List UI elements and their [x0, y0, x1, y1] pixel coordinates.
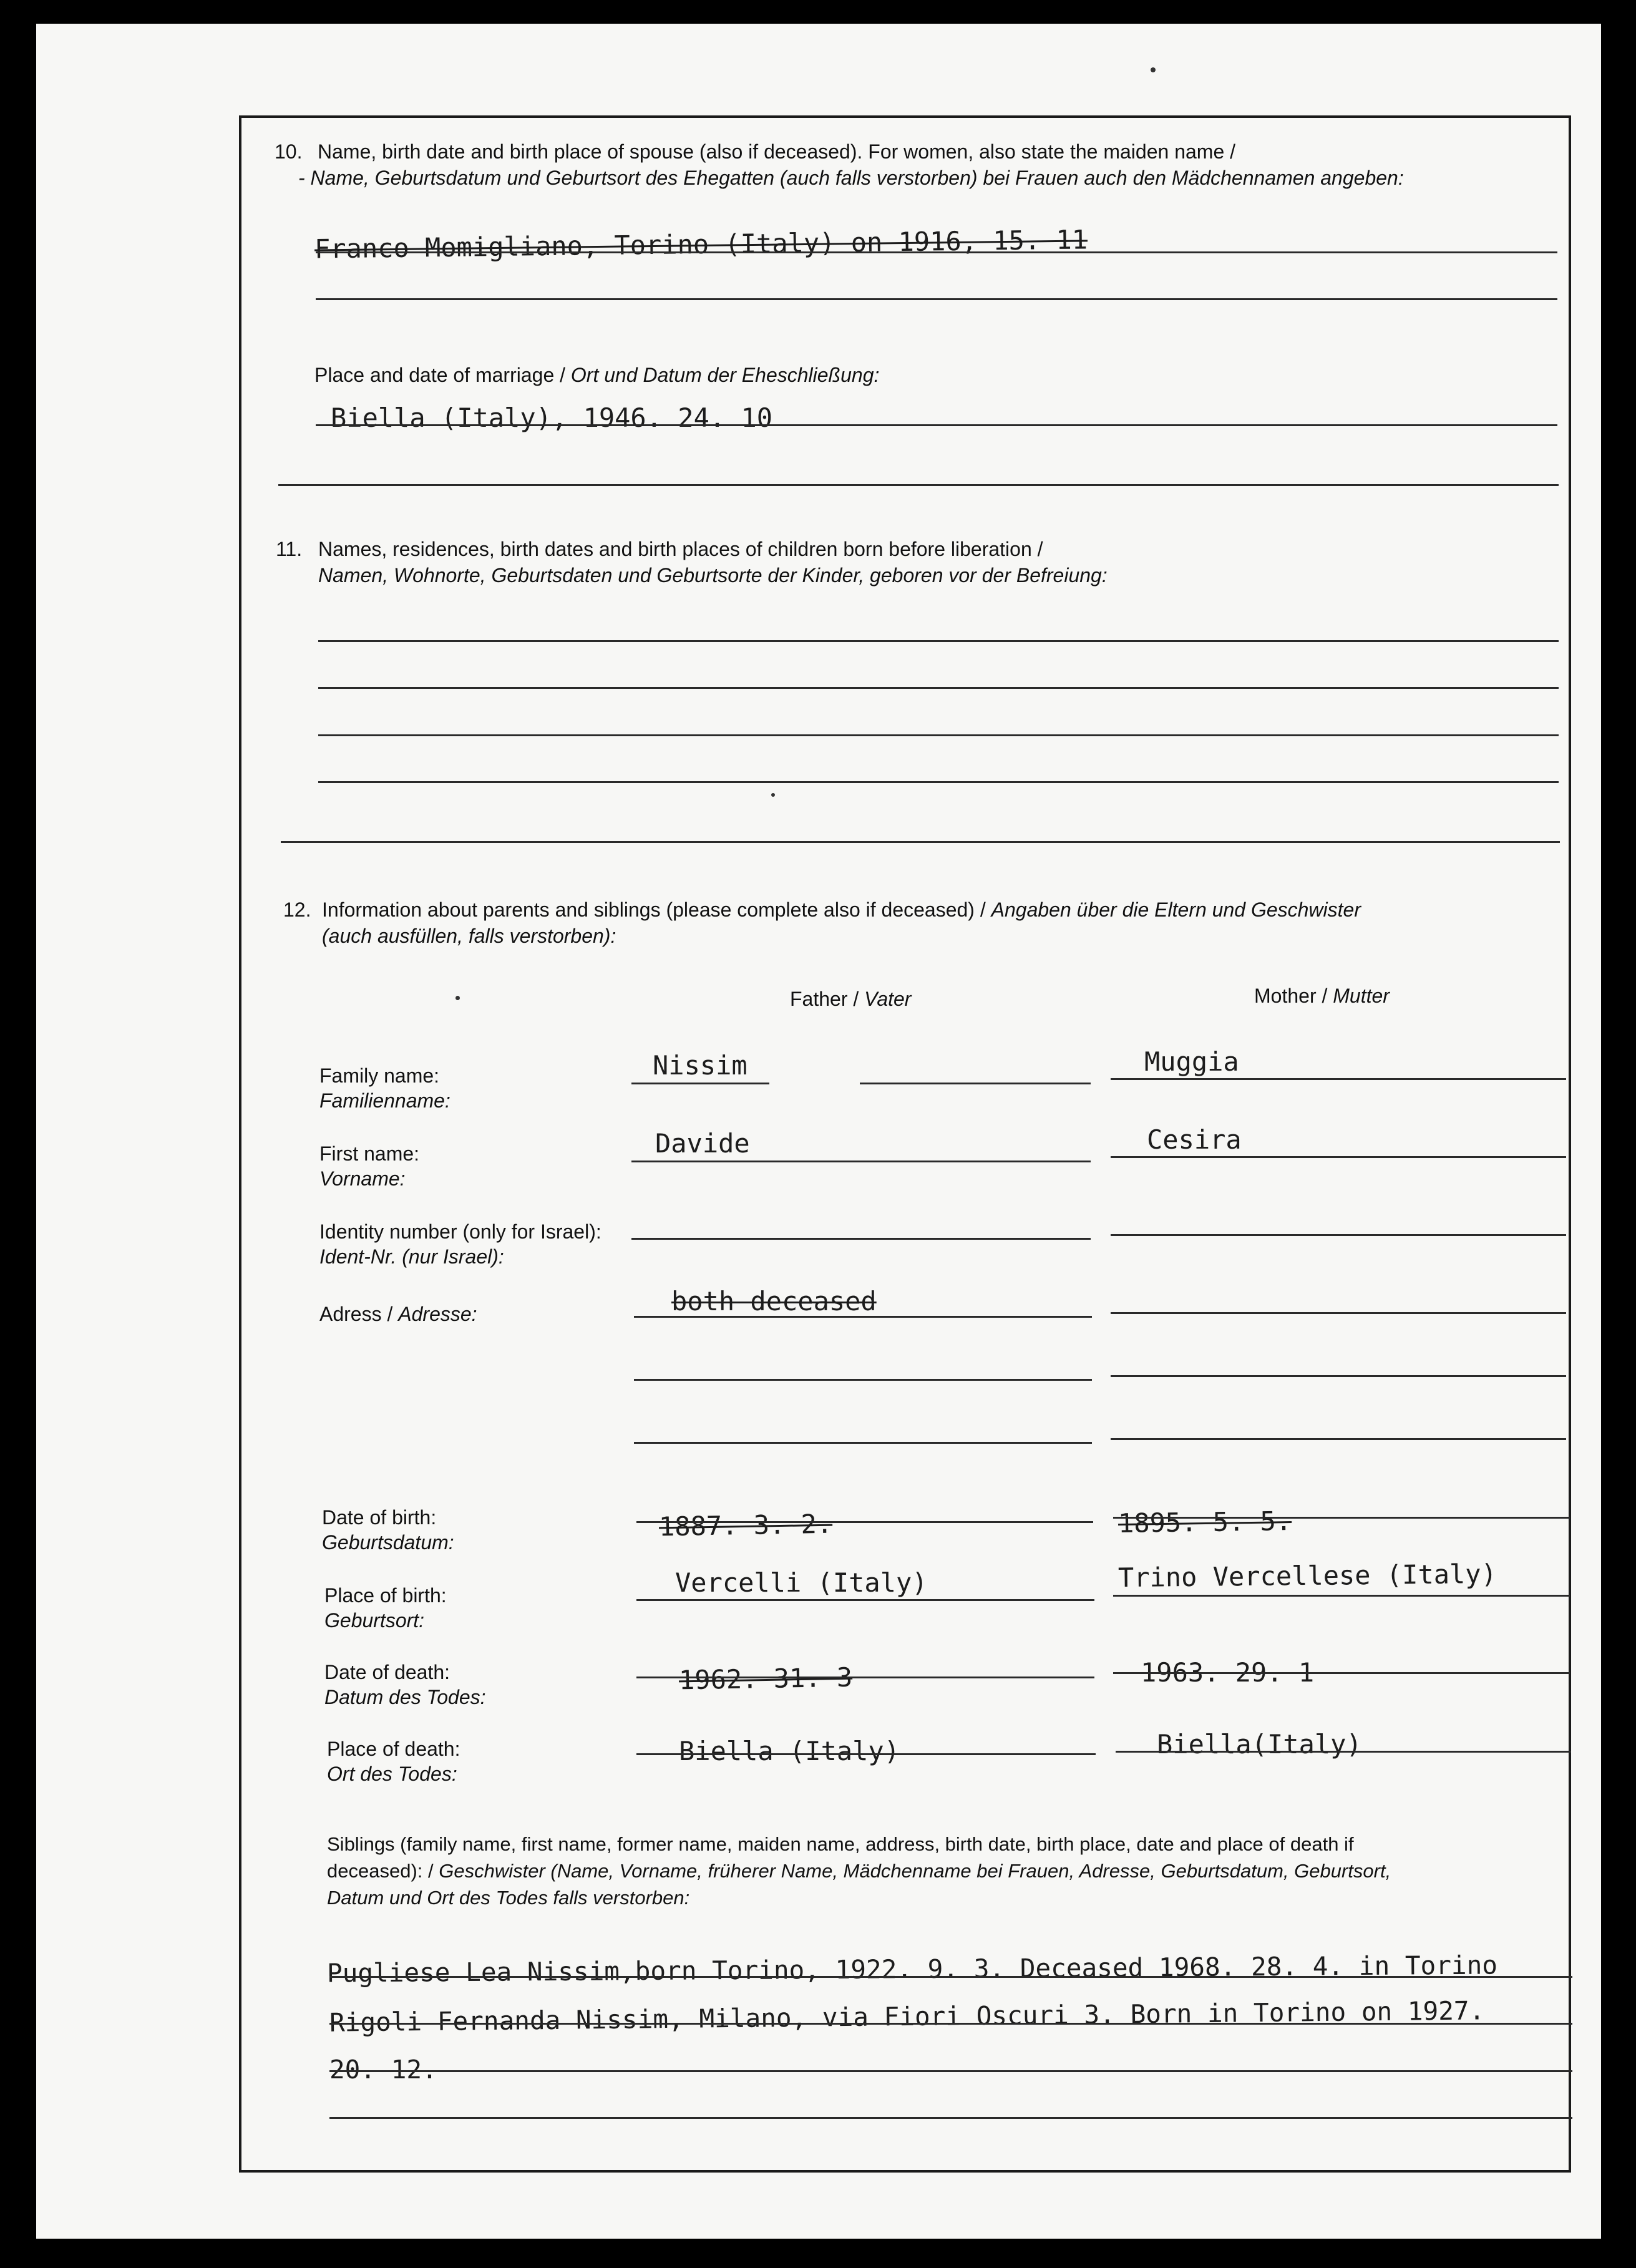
section-12-title-de-2: (auch ausfüllen, falls verstorben): — [322, 925, 616, 947]
first-name-label: First name: — [319, 1142, 420, 1165]
mother-header-en: Mother / — [1254, 985, 1333, 1007]
date-of-birth-label-de: Geburtsdatum: — [322, 1531, 454, 1554]
marriage-entry: Biella (Italy), 1946. 24. 10 — [331, 402, 773, 433]
mother-address-line-3 — [1111, 1438, 1566, 1440]
siblings-line-3 — [329, 2070, 1572, 2072]
mother-place-of-birth: Trino Vercellese (Italy) — [1117, 1558, 1497, 1594]
section-10-number: 10. — [275, 140, 303, 163]
children-line-4 — [318, 781, 1559, 783]
scan-speck — [455, 996, 460, 1000]
father-header-de: Vater — [864, 988, 912, 1010]
sibling-entry-1: Pugliese Lea Nissim,born Torino, 1922. 9. 3. Deceased 1968. 28. 4. in Torino — [326, 1950, 1498, 1988]
children-line-1 — [318, 640, 1559, 642]
spouse-entry: Franco Momigliano, Torino (Italy) on 1916, 15. 11 — [314, 224, 1088, 265]
mother-family-name: Muggia — [1144, 1046, 1239, 1077]
section-12-title-en: Information about parents and siblings (please complete also if deceased) / — [322, 898, 991, 921]
father-date-of-death: 1962. 31. 3 — [678, 1662, 853, 1696]
siblings-line-1 — [329, 1976, 1572, 1978]
scan-speck — [1151, 67, 1156, 72]
section-11-title-en: Names, residences, birth dates and birth places of children born before liberation / — [318, 538, 1043, 560]
mother-column-header — [1254, 984, 1390, 1008]
mother-first-name: Cesira — [1147, 1124, 1242, 1155]
identity-number-label: Identity number (only for Israel): — [319, 1220, 601, 1243]
children-line-2 — [318, 687, 1559, 689]
address-label — [319, 1302, 477, 1326]
form-page — [36, 24, 1601, 2239]
sibling-entry-3: 20. 12. — [329, 2055, 437, 2085]
family-name-label-de: Familienname: — [319, 1089, 450, 1112]
father-address-line-3 — [634, 1442, 1092, 1444]
mother-address-line-1 — [1111, 1312, 1566, 1314]
father-place-of-death: Biella (Italy) — [679, 1736, 900, 1766]
mother-place-of-death: Biella(Italy) — [1157, 1729, 1362, 1759]
mother-date-of-death: 1963. 29. 1 — [1141, 1657, 1315, 1688]
mother-pob-line — [1113, 1595, 1570, 1597]
marriage-label — [314, 363, 879, 387]
section-11-title-de: Namen, Wohnorte, Geburtsdaten und Geburtsorte der Kinder, geboren vor der Befreiung: — [318, 564, 1108, 586]
siblings-line-2 — [329, 2023, 1572, 2025]
mother-dod-line — [1113, 1672, 1570, 1674]
mother-address-line-2 — [1111, 1375, 1566, 1377]
section-10-title-de: - Name, Geburtsdatum und Geburtsort des Ehegatten (auch falls verstorben) bei Frauen auch den Mädchennamen angeben: — [298, 167, 1404, 189]
marriage-line-1 — [316, 424, 1557, 426]
father-family-line-b — [860, 1083, 1091, 1084]
siblings-instructions-en: deceased): / — [327, 1860, 439, 1882]
mother-ident-line — [1111, 1234, 1566, 1236]
siblings-instructions-3: Datum und Ort des Todes falls verstorben: — [327, 1887, 690, 1909]
children-line-3 — [318, 734, 1559, 736]
mother-first-line — [1111, 1156, 1566, 1158]
father-date-of-birth: 1887. 3. 2. — [658, 1508, 833, 1542]
siblings-instructions-2 — [327, 1859, 1391, 1883]
family-name-label: Family name: — [319, 1064, 440, 1087]
place-of-death-label-de: Ort des Todes: — [327, 1763, 457, 1785]
siblings-instructions-de: Geschwister (Name, Vorname, früherer Name, Mädchenname bei Frauen, Adresse, Geburtsdatum, Geburtsort, — [439, 1860, 1391, 1882]
father-dod-line — [636, 1677, 1094, 1678]
marriage-label-de: Ort und Datum der Eheschließung: — [570, 364, 880, 386]
date-of-death-label-de: Datum des Todes: — [324, 1686, 486, 1708]
mother-family-line — [1111, 1078, 1566, 1080]
father-family-name: Nissim — [653, 1050, 747, 1081]
father-pod-line — [636, 1753, 1096, 1755]
address-label-en: Adress / — [319, 1303, 399, 1325]
scan-speck — [771, 793, 775, 797]
place-of-birth-label: Place of birth: — [324, 1584, 447, 1607]
date-of-birth-label: Date of birth: — [322, 1506, 437, 1529]
identity-number-label-de: Ident-Nr. (nur Israel): — [319, 1245, 504, 1268]
mother-dob-line — [1113, 1517, 1570, 1519]
father-header-en: Father / — [790, 988, 865, 1010]
section-10-divider — [278, 484, 1559, 486]
mother-pod-line — [1116, 1751, 1571, 1753]
father-dob-line — [636, 1521, 1093, 1523]
marriage-label-en: Place and date of marriage / — [314, 364, 571, 386]
section-12-title-de: Angaben über die Eltern und Geschwister — [991, 898, 1361, 921]
address-label-de: Adresse: — [398, 1303, 477, 1325]
father-pob-line — [636, 1599, 1094, 1601]
place-of-birth-label-de: Geburtsort: — [324, 1609, 425, 1632]
siblings-line-4 — [329, 2117, 1572, 2119]
father-address-line-2 — [634, 1379, 1092, 1381]
spouse-line-2 — [316, 298, 1557, 300]
section-12-title — [322, 898, 1361, 922]
mother-date-of-birth: 1895. 5. 5. — [1117, 1506, 1292, 1539]
section-10-title-en: Name, birth date and birth place of spouse (also if deceased). For women, also state the maiden name / — [318, 140, 1236, 163]
spouse-line-1 — [316, 251, 1557, 253]
section-11-number: 11. — [276, 538, 303, 560]
first-name-label-de: Vorname: — [319, 1167, 406, 1190]
place-of-death-label: Place of death: — [327, 1738, 460, 1760]
father-address: both deceased — [671, 1286, 877, 1317]
father-first-name: Davide — [655, 1128, 750, 1159]
father-place-of-birth: Vercelli (Italy) — [675, 1567, 928, 1598]
father-family-line-a — [631, 1083, 769, 1084]
section-11-divider — [281, 841, 1560, 843]
date-of-death-label: Date of death: — [324, 1661, 450, 1683]
father-address-line-1 — [634, 1316, 1092, 1318]
father-first-line — [631, 1161, 1091, 1162]
section-12-number: 12. — [283, 898, 311, 921]
siblings-instructions-1: Siblings (family name, first name, former name, maiden name, address, birth date, birth place, date and place of death if — [327, 1833, 1354, 1855]
sibling-entry-2: Rigoli Fernanda Nissim, Milano, via Fiori Oscuri 3. Born in Torino on 1927. — [329, 1995, 1485, 2038]
father-ident-line — [631, 1238, 1091, 1240]
father-column-header — [790, 987, 911, 1011]
mother-header-de: Mutter — [1333, 985, 1390, 1007]
